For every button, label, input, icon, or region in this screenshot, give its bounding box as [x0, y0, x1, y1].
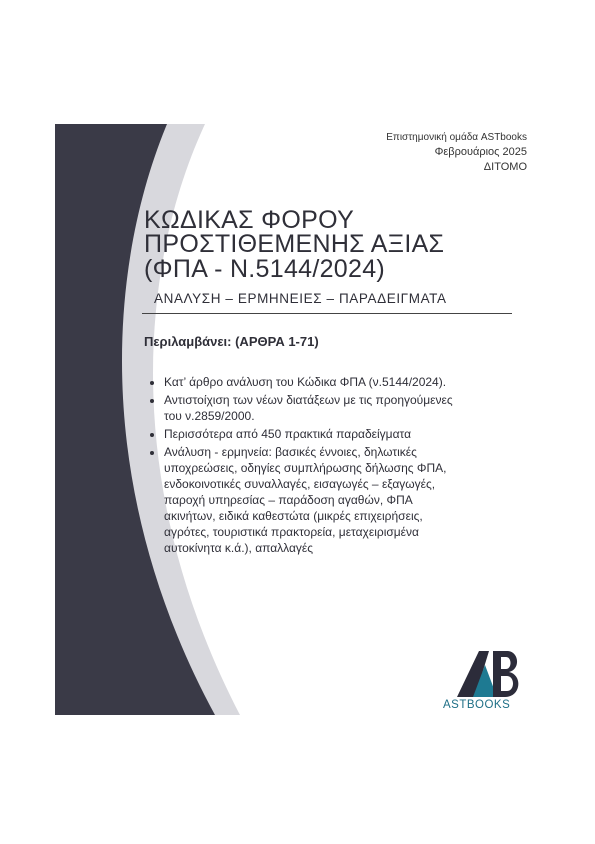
publication-date: Φεβρουάριος 2025 — [434, 146, 527, 158]
title-line-1: ΚΩΔΙΚΑΣ ΦΟΡΟΥ — [144, 206, 355, 234]
title-line-3: (ΦΠΑ - Ν.5144/2024) — [144, 255, 386, 283]
book-cover — [55, 124, 543, 715]
contents-bullet-list — [148, 374, 464, 558]
includes-heading: Περιλαμβάνει: (ΑΡΘΡΑ 1-71) — [144, 334, 319, 349]
title-divider — [142, 313, 512, 314]
bullet-item: • Περισσότερα από 450 πρακτικά παραδείγματα — [164, 426, 464, 442]
logo-wordmark: ASTBOOKS — [443, 699, 511, 711]
ab-monogram-icon — [453, 647, 525, 699]
bullet-item: • Αντιστοίχιση των νέων διατάξεων με τις προηγούμενες του ν.2859/2000. — [164, 392, 464, 424]
title-line-2: ΠΡΟΣΤΙΘΕΜΕΝΗΣ ΑΞΙΑΣ — [144, 230, 445, 258]
volume-label: ΔΙΤΟΜΟ — [483, 161, 527, 173]
subtitle: ΑΝΑΛΥΣΗ – ΕΡΜΗΝΕΙΕΣ – ΠΑΡΑΔΕΙΓΜΑΤΑ — [154, 291, 447, 306]
publisher-line: Επιστημονική ομάδα ASTbooks — [386, 132, 527, 143]
bullet-item: • Κατ’ άρθρο ανάλυση του Κώδικα ΦΠΑ (ν.5144/2024). — [164, 374, 464, 390]
bullet-item: • Ανάλυση - ερμηνεία: βασικές έννοιες, δηλωτικές υποχρεώσεις, οδηγίες συμπλήρωσης δήλωσης ΦΠΑ, ενδοκοινοτικές συναλλαγές, εισαγωγές – εξαγωγές, παροχή υπηρεσίας – παράδοση αγαθών, ΦΠΑ ακινήτων, ειδικά καθεστώτα (μικρές επιχειρήσεις, αγρότες, τουριστικά πρακτορεία, μεταχειρισμένα αυτοκίνητα κ.ά.), απαλλαγές — [164, 444, 464, 556]
